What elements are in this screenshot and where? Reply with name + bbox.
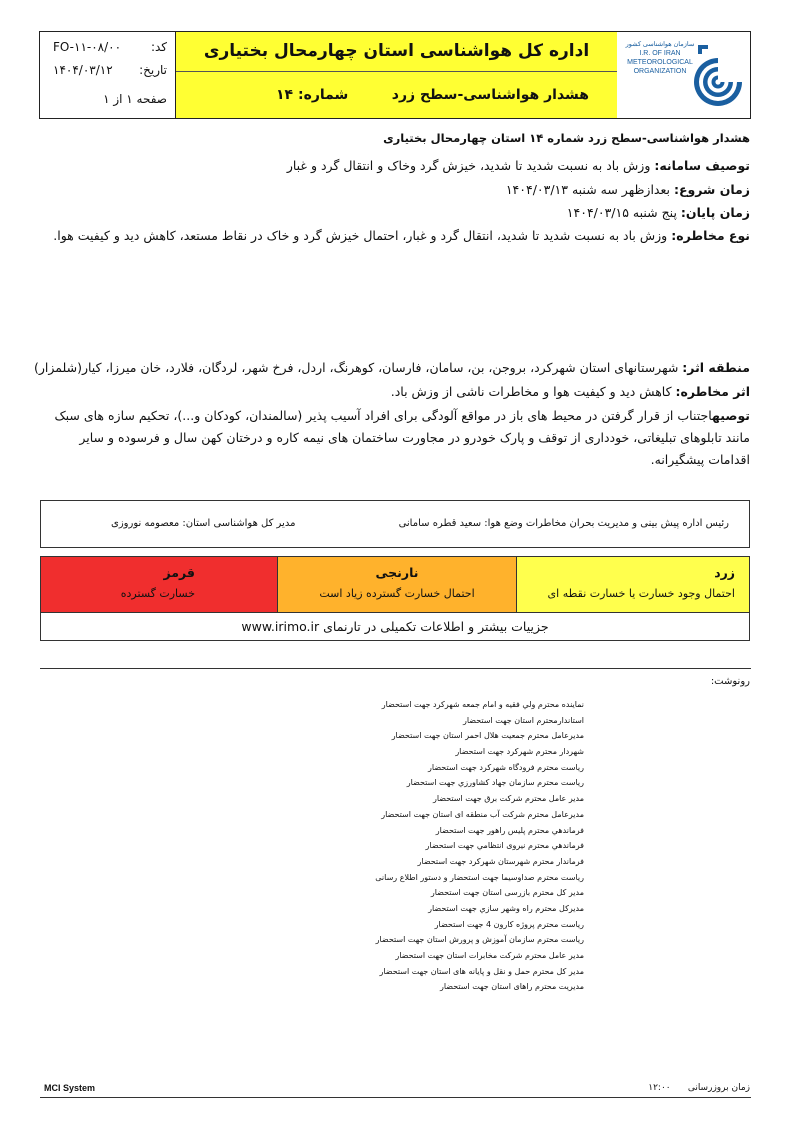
end-value: پنج شنبه ۱۴۰۴/۰۳/۱۵ — [566, 205, 681, 220]
director-general-signature: مدیر کل هواشناسی استان: معصومه نوروزی — [111, 518, 296, 529]
level-yellow-name: زرد — [714, 565, 735, 580]
cc-item: مدیر کل محترم بازرسی استان جهت استحضار — [430, 888, 584, 898]
forecast-head-signature: رئیس اداره پیش بینی و مدیریت بحران مخاطرات وضع هوا: سعید قطره سامانی — [398, 518, 729, 529]
impact-value: کاهش دید و کیفیت هوا و مخاطرات ناشی از وزش باد. — [390, 384, 676, 399]
advice-value: اجتناب از قرار گرفتن در محیط های باز در مواقع آلودگی برای افراد آسیب پذیر (سالمندان، کودکان و...)، تحکیم سازه های سبک مانند تابلوهای تبلیغاتی، خودداری از توقف و پارک خودرو در مجاورت ساختمان های نیمه کاره و درختان کهن سال و فرسوده و سایر اقدامات پیشگیرانه. — [54, 408, 750, 467]
cc-item: فرماندار محترم شهرستان شهرکرد جهت استحضار — [417, 856, 584, 866]
page-line — [47, 89, 167, 109]
cc-item: مدیرعامل محترم شرکت آب منطقه ای استان جهت استحضار — [381, 809, 584, 819]
advice-label: توصیه — [712, 408, 750, 423]
cc-item: فرماندهي محترم پلیس راهور جهت استحضار — [435, 825, 584, 835]
office-title: اداره کل هواشناسی استان چهارمحال بختیاری — [176, 32, 617, 72]
warning-subtitle-row — [176, 72, 617, 118]
area-label: منطقه اثر: — [682, 360, 750, 375]
end-label: زمان پایان: — [680, 205, 750, 220]
cc-item: استاندارمحترم استان جهت استحضار — [462, 715, 584, 725]
meteorological-organization-logo-icon — [692, 42, 744, 112]
more-info-link[interactable]: جزییات بیشتر و اطلاعات تکمیلی در تارنمای www.irimo.ir — [41, 612, 749, 640]
level-yellow — [517, 557, 749, 612]
cc-item: نماینده محترم ولي فقيه و امام جمعه شهركرد جهت استحضار — [381, 700, 584, 709]
date-line — [47, 60, 167, 80]
cc-item: مدیرکل محترم راه وشهر سازي جهت استحضار — [428, 903, 584, 913]
cc-item: ریاست محترم سازمان جهاد کشاورزي جهت استحضار — [406, 778, 584, 788]
footer-update — [648, 1083, 750, 1093]
cc-item: ریاست محترم سازمان آموزش و پرورش استان جهت استحضار — [375, 935, 584, 945]
signature-box — [40, 500, 750, 548]
logo-en-line1: I.R. OF IRAN — [639, 50, 681, 57]
cc-item: ریاست محترم صداوسیما جهت استحضار و دستور اطلاع رسانی — [375, 872, 584, 882]
cc-item: فرماندهي محترم نيروی انتظامي جهت استحضار — [425, 841, 584, 851]
hazard-value: وزش باد به نسبت شدید تا شدید، انتقال گرد و غبار، احتمال خیزش گرد و خاک در نقاط مستعد، کاهش دید و کیفیت هوا. — [53, 228, 672, 243]
title-cell — [175, 32, 617, 118]
level-red-desc: خسارت گسترده — [120, 587, 195, 600]
impact-label: اثر مخاطره: — [675, 384, 750, 399]
code-label: کد: — [150, 40, 167, 54]
cc-list — [200, 697, 584, 995]
cc-item: مدیریت محترم راهای استان جهت استحضار — [439, 982, 584, 992]
cc-item: مدیرعامل محترم جمعیت هلال احمر استان جهت استحضار — [391, 731, 584, 741]
warning-levels-table — [40, 556, 750, 641]
start-time — [506, 180, 750, 200]
cc-item: مدیر عامل محترم شرکت مخابرات استان جهت استحضار — [395, 951, 584, 960]
hazard-label: نوع مخاطره: — [671, 228, 750, 243]
code-line — [47, 37, 167, 57]
logo-en-line3: ORGANIZATION — [633, 68, 687, 75]
level-yellow-desc: احتمال وجود خسارت یا خسارت نقطه ای — [547, 587, 735, 600]
start-value: بعدازظهر سه شنبه ۱۴۰۴/۰۳/۱۳ — [505, 182, 674, 197]
logo-fa-name: سازمان هواشناسی کشور — [625, 41, 695, 48]
system-label: توصیف سامانه: — [654, 158, 750, 173]
end-time — [567, 203, 750, 223]
date-label: تاریخ: — [139, 63, 167, 77]
header-box — [39, 31, 751, 119]
cc-title: رونوشت: — [710, 676, 750, 687]
page-indicator: صفحه ۱ از ۱ — [103, 92, 167, 106]
area-value: شهرستانهای استان شهرکرد، بروجن، بن، سامان، فارسان، کوهرنگ، اردل، فرخ شهر، لردگان، فلارد، خان میرزا، کیار(شلمزار) — [33, 360, 683, 375]
logo-en-line2: METEOROLOGICAL — [627, 59, 693, 66]
level-orange-name: نارنجی — [375, 565, 419, 580]
logo-cell — [616, 32, 750, 118]
cc-item: ریاست محترم فرودگاه شهرکرد جهت استحضار — [428, 762, 584, 772]
logo-text — [621, 40, 699, 76]
update-label: زمان بروزرسانی — [687, 1083, 750, 1093]
cc-item: شهردار محترم شهرکرد جهت استحضار — [455, 747, 584, 757]
footer-system: MCI System — [44, 1083, 96, 1093]
document-meta-cell — [40, 32, 175, 118]
start-label: زمان شروع: — [673, 182, 750, 197]
cc-item: ریاست محترم پروژه کارون 4 جهت استحضار — [434, 919, 584, 929]
level-orange-desc: احتمال خسارت گسترده زیاد است — [319, 587, 475, 600]
level-orange — [278, 557, 517, 612]
hazard-type — [53, 226, 750, 246]
warning-level-subtitle: هشدار هواشناسی-سطح زرد — [391, 87, 589, 103]
cc-item: مدیر عامل محترم شرکت برق جهت استحضار — [432, 794, 584, 804]
system-description — [287, 156, 750, 176]
code-value: FO-۱۱-۰۸/۰۰ — [53, 40, 122, 54]
hazard-impact — [391, 382, 750, 402]
date-value: ۱۴۰۴/۰۳/۱۲ — [53, 63, 113, 77]
warning-number: شماره: ۱۴ — [276, 87, 349, 103]
footer-divider — [40, 1097, 751, 1098]
system-value: وزش باد به نسبت شدید تا شدید، خیزش گرد وخاک و انتقال گرد و غبار — [286, 158, 655, 173]
update-time: ۱۲:۰۰ — [648, 1083, 671, 1093]
recommendation — [50, 405, 750, 471]
level-red-name: قرمز — [163, 565, 195, 580]
warning-heading: هشدار هواشناسی-سطح زرد شماره ۱۴ استان چهارمحال بختیاری — [383, 131, 750, 145]
affected-area — [34, 358, 750, 378]
divider — [40, 668, 751, 669]
level-red — [41, 557, 278, 612]
cc-item: مدیر کل محترم حمل و نقل و پایانه های استان جهت استحضار — [379, 966, 584, 976]
